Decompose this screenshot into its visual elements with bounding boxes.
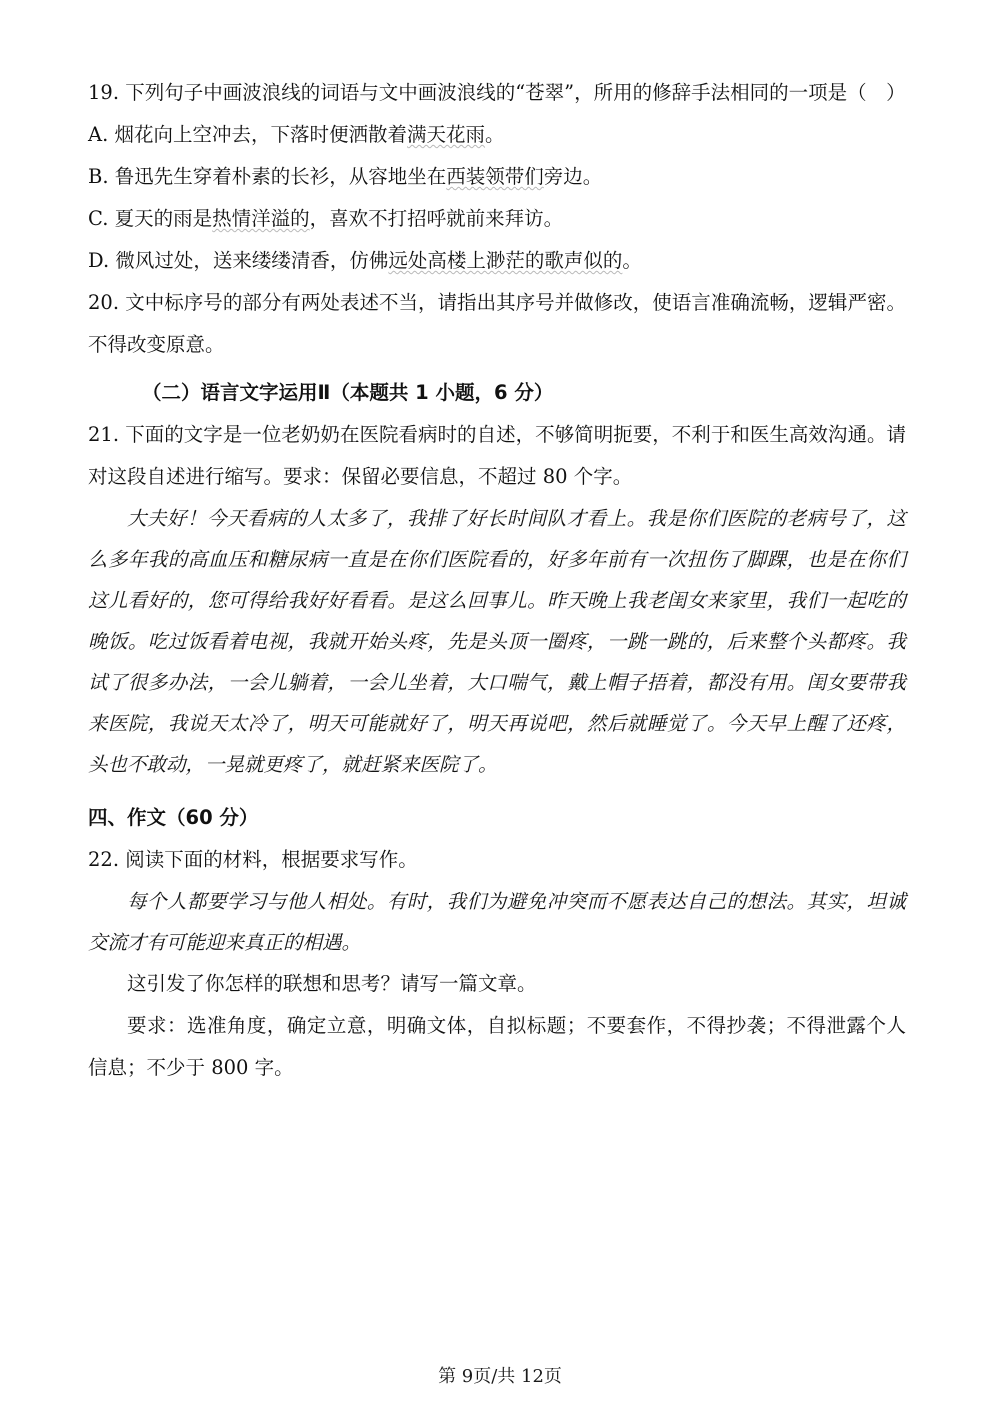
page-footer: 第 9页/共 12页 <box>438 1366 562 1387</box>
spacer <box>88 785 906 797</box>
question-22-prompt: 这引发了你怎样的联想和思考？请写一篇文章。 <box>127 972 537 995</box>
question-22-requirement: 要求：选准角度，确定立意，明确文体，自拟标题；不要套作，不得抄袭；不得泄露个人信息；不少于 800 字。 <box>88 1014 906 1079</box>
option-d-wavy-text: 远处高楼上渺茫的歌声似的 <box>388 249 623 272</box>
question-21-passage: 大夫好！今天看病的人太多了，我排了好长时间队才看上。我是你们医院的老病号了，这么多年我的高血压和糖尿病一直是在你们医院看的，好多年前有一次扭伤了脚踝，也是在你们这儿看好的，您可得给我好好看看。是这么回事儿。昨天晚上我老闺女来家里，我们一起吃的晚饭。吃过饭看着电视，我就开始头疼，先是头顶一圈疼，一跳一跳的，后来整个头都疼。我试了很多办法，一会儿躺着，一会儿坐着，大口喘气，戴上帽子捂着，都没有用。闺女要带我来医院，我说天太冷了，明天可能就好了，明天再说吧，然后就睡觉了。今天早上醒了还疼，头也不敢动，一晃就更疼了，就赶紧来医院了。 <box>88 507 906 776</box>
option-c-text-before: 夏天的雨是 <box>114 207 213 230</box>
question-20: 20. 文中标序号的部分有两处表述不当，请指出其序号并做修改，使语言准确流畅，逻辑严密。不得改变原意。 <box>88 291 906 356</box>
option-c-wavy-text: 热情洋溢的 <box>212 207 310 230</box>
option-a-text-after: 。 <box>485 123 505 146</box>
option-a-text-before: 烟花向上空冲去，下落时便洒散着 <box>114 123 407 146</box>
question-19-option-c <box>88 198 906 240</box>
question-19-stem: 19. 下列句子中画波浪线的词语与文中画波浪线的“苍翠”，所用的修辞手法相同的一项是（ ） <box>88 81 906 104</box>
option-c-text-after: ，喜欢不打招呼就前来拜访。 <box>309 207 564 230</box>
option-a-label: A. <box>88 123 109 146</box>
question-22-material: 每个人都要学习与他人相处。有时，我们为避免冲突而不愿表达自己的想法。其实，坦诚交流才有可能迎来真正的相遇。 <box>88 890 906 954</box>
option-d-text-before: 微风过处，送来缕缕清香，仿佛 <box>115 249 389 272</box>
section-heading-composition: 四、作文（60 分） <box>88 806 259 829</box>
question-19-option-a <box>88 114 906 156</box>
page-content <box>88 72 906 1089</box>
option-c-label: C. <box>88 207 109 230</box>
option-a-wavy-text: 满天花雨 <box>407 123 486 146</box>
option-d-label: D. <box>88 249 110 272</box>
question-22-stem: 22. 阅读下面的材料，根据要求写作。 <box>88 848 418 871</box>
option-b-text-after: 旁边。 <box>543 165 603 188</box>
question-19-option-d <box>88 240 906 282</box>
option-b-text-before: 鲁迅先生穿着朴素的长衫，从容地坐在 <box>114 165 447 188</box>
option-b-label: B. <box>88 165 109 188</box>
question-21-stem: 21. 下面的文字是一位老奶奶在医院看病时的自述，不够简明扼要，不利于和医生高效沟通。请对这段自述进行缩写。要求：保留必要信息，不超过 80 个字。 <box>88 423 906 488</box>
option-d-text-after: 。 <box>622 249 642 272</box>
question-19-option-b <box>88 156 906 198</box>
option-b-wavy-text: 西装领带们 <box>446 165 544 188</box>
section-heading-language-use-2: （二）语言文字运用Ⅱ（本题共 1 小题，6 分） <box>142 381 554 404</box>
